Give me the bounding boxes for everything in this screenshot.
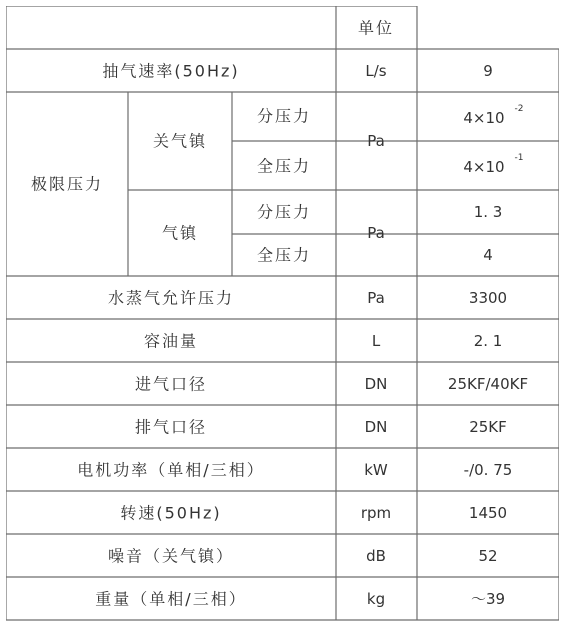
pumping-speed-value: 9: [483, 62, 493, 80]
row-label: 容油量: [143, 331, 199, 351]
row-unit: L: [371, 332, 381, 350]
open-total-label: 全压力: [256, 245, 312, 265]
row-label: 排气口径: [134, 417, 208, 437]
closed-partial-label: 分压力: [256, 106, 312, 126]
row-value: 25KF: [469, 418, 507, 436]
row-unit: kW: [364, 461, 388, 479]
row-value: 1450: [468, 504, 508, 522]
gas-ballast-open-label: 气镇: [161, 223, 199, 243]
row-unit: dB: [366, 547, 386, 565]
open-unit: Pa: [367, 224, 385, 242]
ultimate-pressure-label: 极限压力: [30, 174, 104, 194]
unit-header: 单位: [357, 18, 395, 38]
row-oil-capacity: [144, 332, 502, 351]
row-motor-power: [77, 461, 512, 480]
row-label: 电机功率（单相/三相）: [77, 460, 265, 480]
row-value: 25KF/40KF: [447, 375, 529, 393]
closed-partial-exponent: -2: [514, 104, 524, 114]
row-value: -/0. 75: [463, 461, 513, 479]
row-unit: rpm: [360, 504, 392, 522]
closed-partial-value: 4×10: [463, 109, 505, 127]
row-label: 重量（单相/三相）: [95, 589, 247, 609]
row-unit: kg: [366, 590, 386, 608]
row-weight: [95, 590, 505, 609]
gas-ballast-closed-label: 关气镇: [152, 131, 208, 151]
closed-unit: Pa: [367, 132, 385, 150]
row-speed: [120, 504, 507, 523]
row-unit: DN: [364, 418, 388, 436]
row-label: 水蒸气允许压力: [107, 288, 235, 308]
closed-total-value: 4×10: [463, 158, 505, 176]
pumping-speed-unit: L/s: [365, 62, 387, 80]
row-water-vapor: [108, 289, 507, 308]
closed-total-label: 全压力: [256, 156, 312, 176]
closed-total-exponent: -1: [514, 153, 524, 163]
row-value: ～39: [470, 590, 506, 608]
row-label: 进气口径: [134, 374, 208, 394]
row-value: 3300: [468, 289, 508, 307]
spec-table: [6, 6, 559, 621]
row-label: 噪音（关气镇）: [107, 546, 235, 566]
row-label: 转速(50Hz): [120, 503, 222, 523]
pumping-speed-label: 抽气速率(50Hz): [102, 61, 240, 81]
row-value: 2. 1: [473, 332, 503, 350]
row-unit: DN: [364, 375, 388, 393]
row-inlet: [135, 375, 528, 394]
open-partial-label: 分压力: [256, 202, 312, 222]
open-partial-value: 1. 3: [473, 203, 503, 221]
row-exhaust: [135, 418, 507, 437]
row-noise: [108, 547, 498, 566]
open-total-value: 4: [483, 246, 493, 264]
row-unit: Pa: [367, 289, 385, 307]
row-value: 52: [478, 547, 498, 565]
spec-table-grid: [6, 6, 559, 621]
